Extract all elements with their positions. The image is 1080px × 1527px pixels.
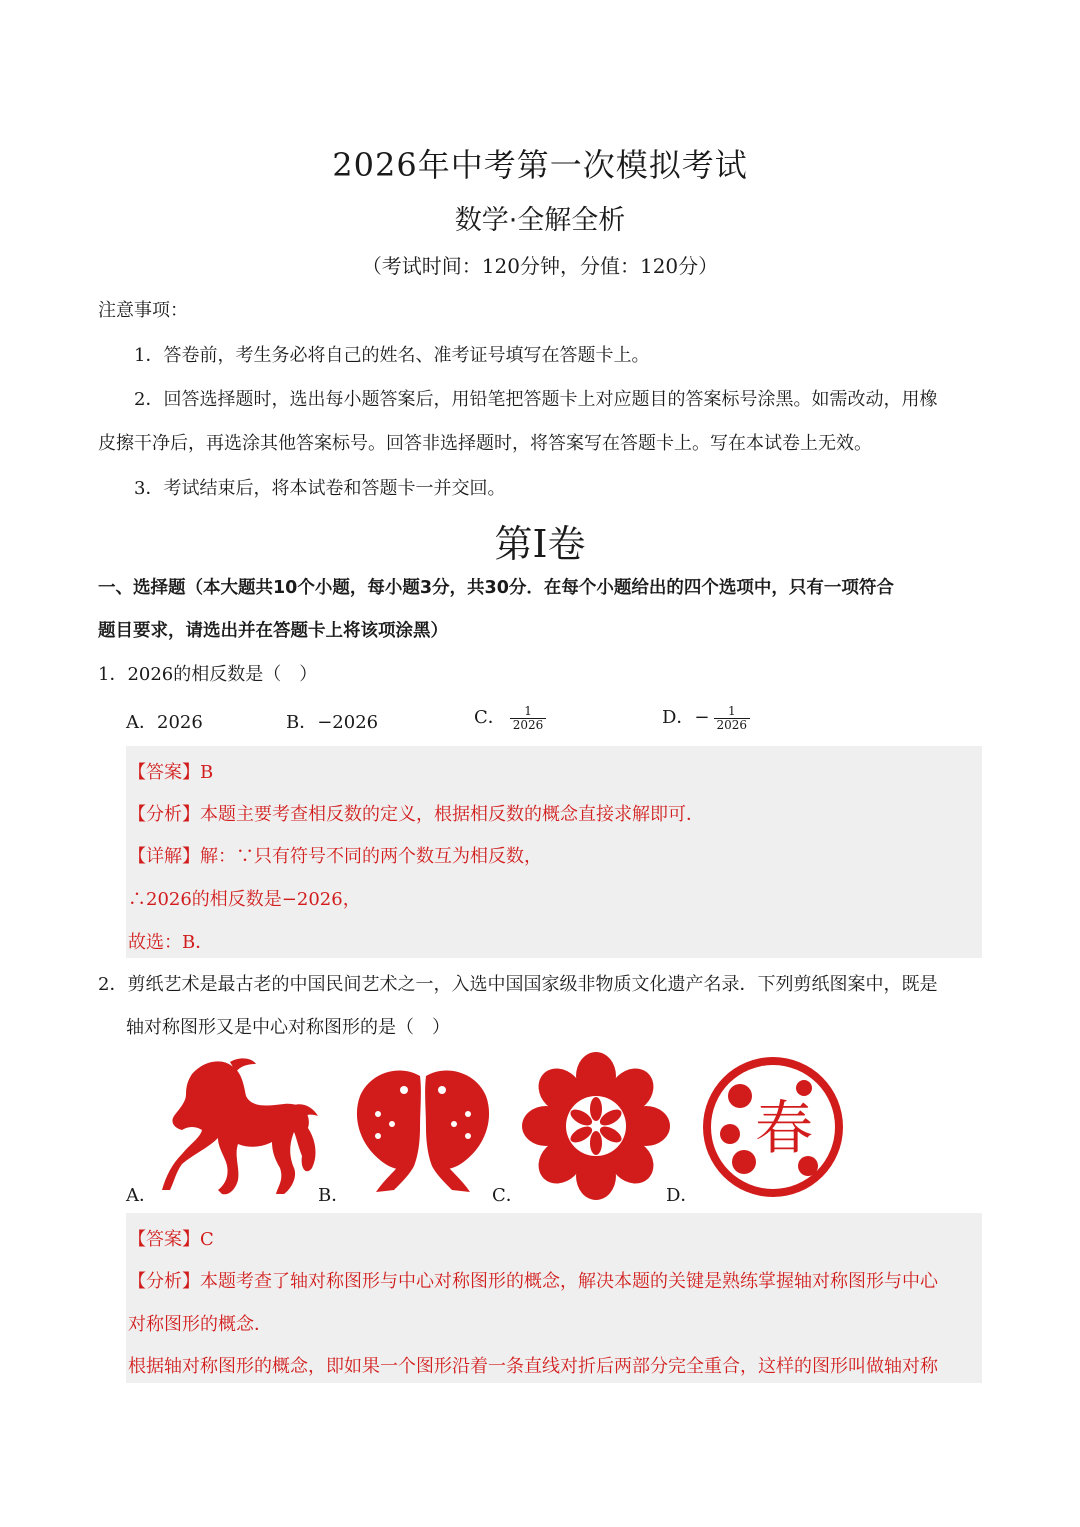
notes-heading: 注意事项： (98, 300, 188, 321)
q1-analysis: 【分析】本题主要考查相反数的定义，根据相反数的概念直接求解即可． (128, 804, 704, 825)
chun-papercut-image (700, 1054, 846, 1200)
q2-analysis-rule: 根据轴对称图形的概念，即如果一个图形沿着一条直线对折后两部分完全重合，这样的图形叫做轴对称 (128, 1356, 938, 1377)
q1-stem: 1．2026的相反数是（ ） (98, 664, 318, 685)
exam-title: 2026年中考第一次模拟考试 (332, 146, 748, 184)
q1-answer: 【答案】B (128, 762, 214, 783)
numerator: 1 (510, 705, 547, 719)
denominator: 2026 (716, 717, 748, 732)
note-item: 3．考试结束后，将本试卷和答题卡一并交回。 (134, 478, 506, 499)
fraction (510, 705, 547, 732)
q1-option-b: B．−2026 (286, 712, 379, 733)
section-instructions: 一、选择题（本大题共10个小题，每小题3分，共30分．在每个小题给出的四个选项中，只有一项符合 (98, 578, 894, 598)
fraction (714, 705, 751, 732)
q1-therefore: ∴2026的相反数是−2026， (128, 889, 361, 910)
q2-analysis-cont: 对称图形的概念． (128, 1314, 272, 1335)
exam-duration: （考试时间：120分钟，分值：120分） (361, 254, 719, 278)
q2-option-b-label: B． (318, 1185, 350, 1206)
horse-papercut-image (160, 1056, 320, 1198)
q1-detail: 【详解】解：∵只有符号不同的两个数互为相反数， (128, 846, 542, 867)
q1-option-d (662, 703, 750, 732)
q1-choice: 故选：B． (128, 932, 214, 953)
note-item: 皮擦干净后，再选涂其他答案标号。回答非选择题时，将答案写在答题卡上。写在本试卷上无效。 (98, 433, 872, 454)
chun-character: 春 (754, 1094, 814, 1162)
section-title: 第I卷 (494, 522, 586, 566)
q1-option-a: A．2026 (126, 712, 203, 733)
exam-subtitle: 数学·全解全析 (454, 205, 626, 236)
q2-analysis: 【分析】本题考查了轴对称图形与中心对称图形的概念，解决本题的关键是熟练掌握轴对称图形与中心 (128, 1271, 938, 1292)
section-instructions-cont: 题目要求，请选出并在答题卡上将该项涂黑） (98, 621, 448, 641)
q2-option-a-label: A． (126, 1185, 157, 1206)
q2-stem-cont: 轴对称图形又是中心对称图形的是（ ） (126, 1017, 450, 1038)
option-label: D．− (662, 707, 710, 728)
q2-option-d-label: D． (666, 1185, 699, 1206)
option-label: C． (474, 707, 506, 728)
flower-papercut-image (522, 1052, 670, 1200)
twin-fish-papercut-image (348, 1062, 498, 1196)
q2-answer-box (126, 1213, 982, 1383)
q2-stem: 2．剪纸艺术是最古老的中国民间艺术之一，入选中国国家级非物质文化遗产名录．下列剪纸图案中，既是 (98, 974, 938, 995)
q2-option-c-label: C． (492, 1185, 524, 1206)
q2-answer: 【答案】C (128, 1229, 214, 1250)
note-item: 1．答卷前，考生务必将自己的姓名、准考证号填写在答题卡上。 (134, 345, 650, 366)
numerator: 1 (714, 705, 751, 719)
denominator: 2026 (512, 717, 544, 732)
note-item: 2．回答选择题时，选出每小题答案后，用铅笔把答题卡上对应题目的答案标号涂黑。如需改动，用橡 (134, 389, 938, 410)
q1-option-c (474, 703, 546, 732)
q1-answer-box (126, 746, 982, 958)
